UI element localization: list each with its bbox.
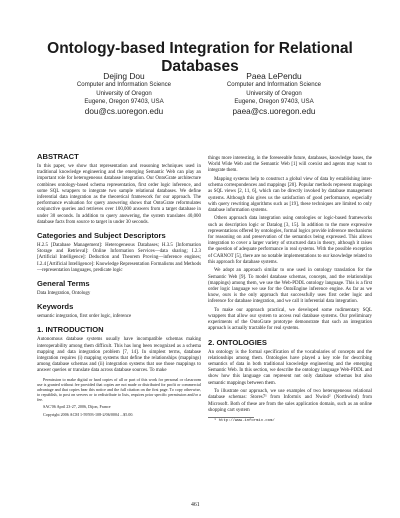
ontologies-heading: 2. ONTOLOGIES bbox=[208, 337, 267, 347]
author-email[interactable]: dou@cs.uoregon.edu bbox=[84, 106, 164, 116]
conference-line: SAC'06 April 23-27, 2006, Dijon, France bbox=[43, 404, 111, 410]
author-department: Computer and Information Science bbox=[226, 81, 322, 88]
body-paragraph: An ontology is the formal specification of the vocabularies of concepts and the relationships among them. Ontologies have played a key role for describing semantics of data in both traditional knowledge engineering and the emerging Semantic Web. In this section, we describe the ontology language Web-PDDL and show how this language can represent not only database schemas but also semantic mappings between them. bbox=[208, 349, 372, 386]
author-department: Computer and Information Science bbox=[76, 81, 172, 88]
copyright-line: Copyright 2006 ACM 1-59593-108-2/06/0004 ...$5.00. bbox=[43, 411, 134, 417]
author-email[interactable]: paea@cs.uoregon.edu bbox=[232, 106, 316, 116]
keywords-heading: Keywords bbox=[37, 302, 74, 312]
body-paragraph: To illustrate our approach, we use examples of two heterogeneous relational database schemas: Stores7¹ from Informix and Nwind² (Northwind) from Microsoft. Both of these are from the sales application domain, such as an online shopping cart system bbox=[208, 389, 372, 413]
introduction-heading: 1. INTRODUCTION bbox=[37, 325, 104, 335]
footnote[interactable]: ¹ http://www.informix.com/ bbox=[214, 419, 275, 423]
introduction-text: Autonomous database systems usually have incompatible schemas making interoperability among them difficult. This has long been recognized as a schema mapping and data integration problem [7, 14]. In simplest terms, database integration requires (i) mapping systems that define the relationships (mappings) among database schemas and (ii) integration systems that use those mappings to answer queries or translate data across database sources. To make bbox=[37, 337, 201, 374]
body-paragraph: Others approach data integration using ontologies or logic-based frameworks such as description logic or Datalog [3, 15]. In addition to the more expressive representations offered by ontologies, formal logics provide inference mechanisms for reasoning on and preservation of the semantics being expressed. This allows integration to cover a larger variety of structured data in theory, although it raises the question of adequate performance in real systems. With the possible exception of CARNOT [5], there are no notable implementations to our knowledge related to this approach for database systems. bbox=[208, 216, 372, 265]
abstract-heading: ABSTRACT bbox=[37, 152, 79, 161]
left-column bbox=[37, 152, 201, 419]
general-terms-text: Data Integration, Ontology bbox=[37, 291, 91, 297]
author-university: University of Oregon bbox=[96, 89, 152, 97]
categories-heading: Categories and Subject Descriptors bbox=[37, 231, 166, 241]
body-paragraph: To make our approach practical, we developed some rudimentary SQL wrappers that allow our system to access real database systems. Our preliminary experiments of the OntoGrate prototype demonstrate that such an integration approach is actually tractable for real systems. bbox=[208, 307, 372, 332]
general-terms-heading: General Terms bbox=[37, 279, 90, 289]
author-name: Paea LePendu bbox=[246, 71, 302, 81]
author-university: University of Oregon bbox=[246, 89, 302, 97]
author-block-2 bbox=[199, 71, 349, 117]
abstract-text: In this paper, we show that representation and reasoning techniques used in traditional knowledge engineering and the emerging Semantic Web can play an important role for heterogeneous database integration. Our OntoGrate architecture combines ontology-based schema representation, first order logic inference, and some SQL wrappers to integrate two sample relational databases. We define inferential data integration as the theoretical framework for our approach. The performance evaluation for query answering shows that OntoGrate reformulates conjunctive queries and retrieves over 100,000 answers from a target database in under 30 seconds. In addition to query answering, the system translates 40,000 database facts from source to target in under 30 seconds. bbox=[37, 164, 201, 225]
body-paragraph: things more interesting, in the foreseeable future, databases, knowledge bases, the World Wide Web and the Semantic Web [1] will coexist and agents may want to integrate them. bbox=[208, 156, 372, 174]
author-address: Eugene, Oregon 97403, USA bbox=[234, 98, 314, 106]
footnote-divider bbox=[208, 417, 254, 418]
keywords-text: semantic integration, first order logic, inference bbox=[37, 314, 132, 320]
author-address: Eugene, Oregon 97403, USA bbox=[84, 98, 164, 106]
body-paragraph: Mapping systems help to construct a global view of data by establishing inter-schema correspondences and mappings [20]. Popular methods represent mappings as SQL views [2, 11, 6], which can be directly invoked by database management systems. Although this gives us the satisfaction of good performance, especially with query rewriting algorithms such as [19], these techniques are limited to only database information systems. bbox=[208, 176, 372, 213]
categories-text: H.2.5 [Database Management]: Heterogeneous Databases; H.3.5 [Information Storage and Retrieval]: Online Information Services—data sharing; I.2.3 [Artificial Intelligence]: Deduction and Theorem Proving—inference engines; I.2.4 [Artificial Intelligence]: Knowledge Representation Formalisms and Methods—representation languages, predicate logic bbox=[37, 243, 201, 273]
author-block-1 bbox=[49, 71, 199, 117]
paper-title: Ontology-based Integration for Relational Databases bbox=[47, 40, 353, 75]
right-column bbox=[208, 156, 372, 424]
author-name: Dejing Dou bbox=[103, 71, 145, 81]
permission-notice: Permission to make digital or hard copies of all or part of this work for personal or classroom use is granted without fee provided that copies are not made or distributed for profit or commercial advantage and that copies bear this notice and the full citation on the first page. To copy otherwise, to republish, to post on servers or to redistribute to lists, requires prior specific permission and/or a fee. bbox=[37, 376, 201, 402]
body-paragraph: We adopt an approach similar to one used in ontology translation for the Semantic Web [9]. To model database schemas, concepts, and the relationships (mappings) among them, we use the Web-PDDL ontology language. This is a first order logic language we use for the OntoEngine inference engine. As far as we know, ours is the only approach that successfully uses first order logic and inference for database integration, and we call it inferential data integration. bbox=[208, 268, 372, 305]
page-number: 461 bbox=[191, 502, 200, 508]
